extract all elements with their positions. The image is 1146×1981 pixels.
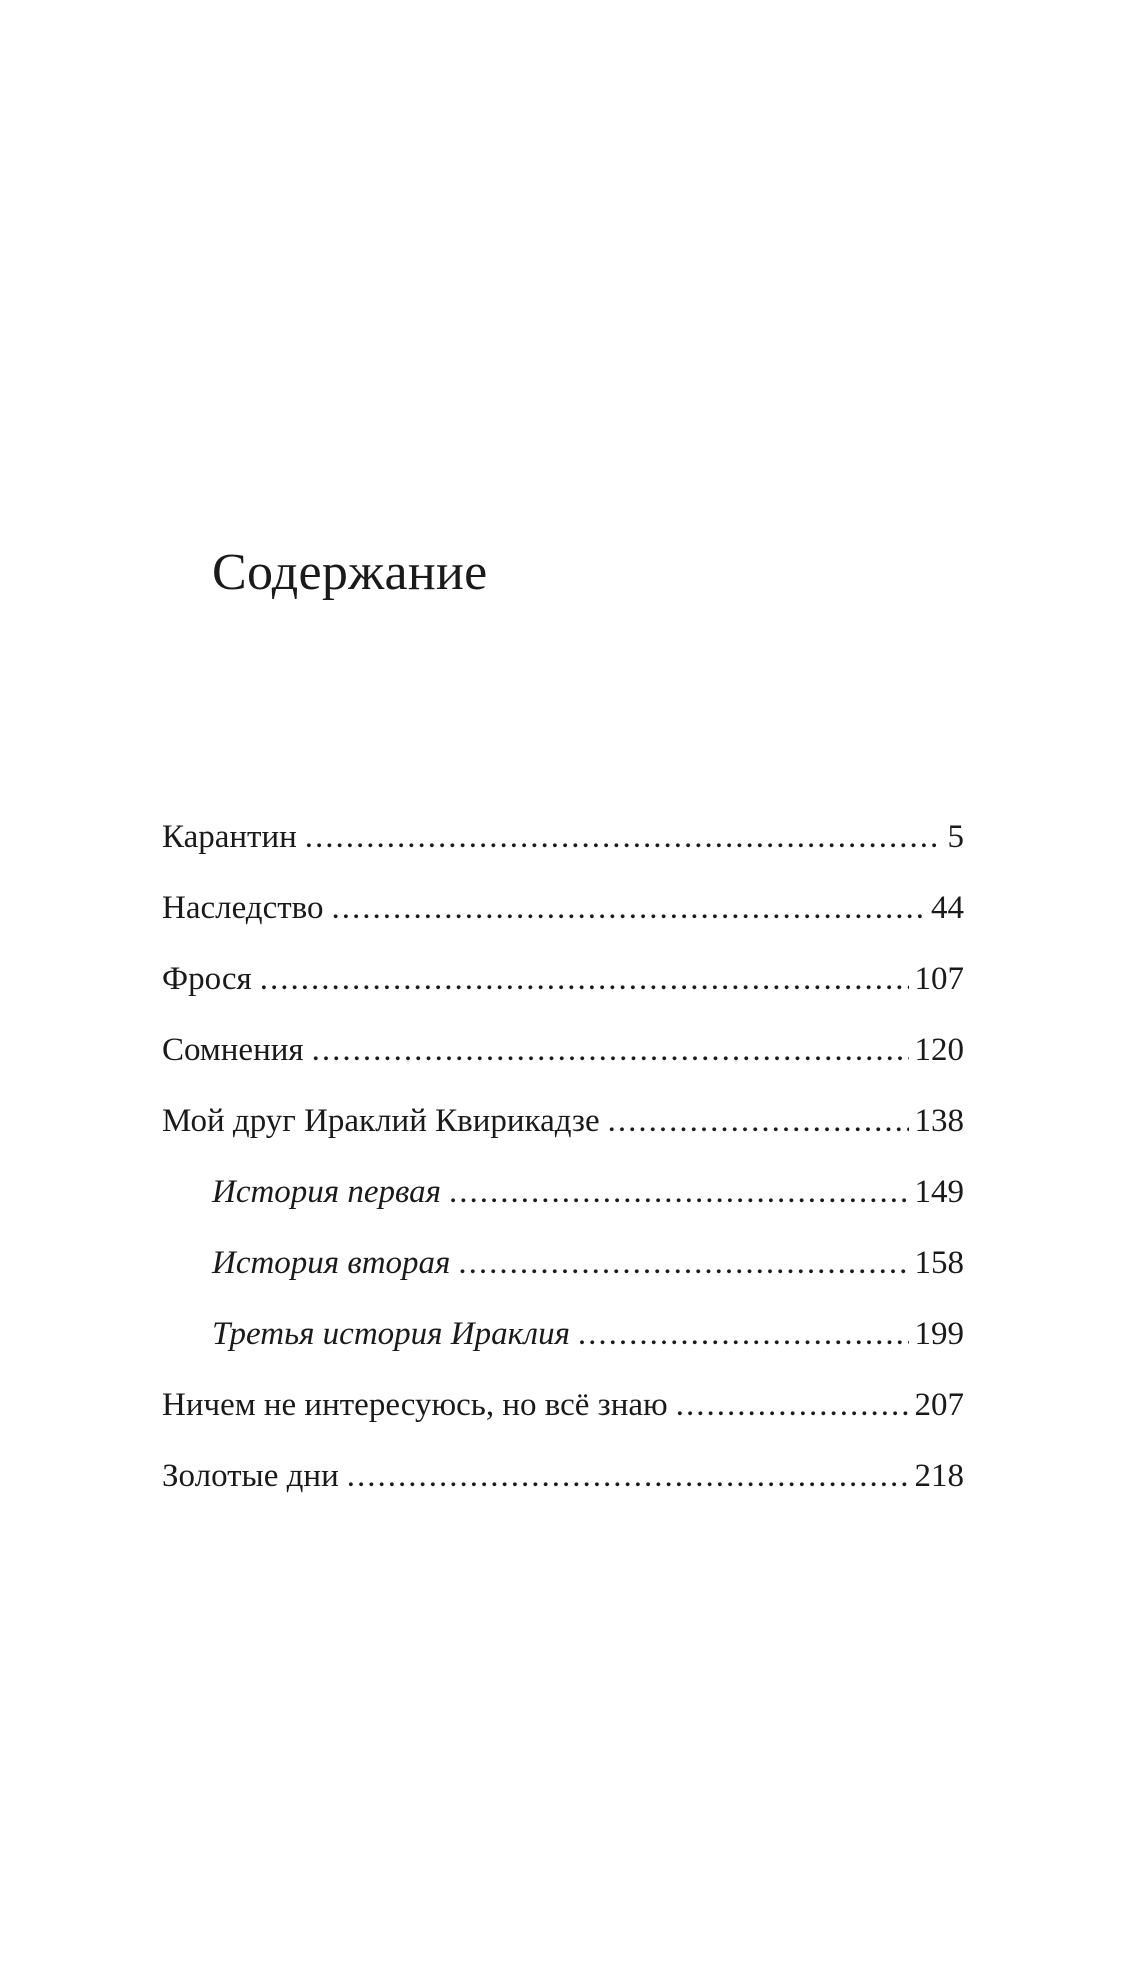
toc-entry[interactable] <box>162 1025 964 1096</box>
dot-leader <box>449 1167 909 1217</box>
toc-subentry[interactable] <box>162 1309 964 1380</box>
toc-entry-label: Фрося <box>162 961 252 997</box>
dot-leader <box>312 1025 909 1075</box>
toc-entry-page: 138 <box>914 1103 964 1139</box>
toc-entry-page: 199 <box>914 1316 964 1352</box>
dot-leader <box>305 812 942 862</box>
toc-entry[interactable] <box>162 1451 964 1522</box>
toc-list <box>162 812 964 1522</box>
toc-entry-label: История вторая <box>212 1245 451 1281</box>
toc-entry-label: Третья история Ираклия <box>212 1316 570 1352</box>
dot-leader <box>260 954 909 1004</box>
dot-leader <box>608 1096 909 1146</box>
toc-entry-page: 207 <box>914 1387 964 1423</box>
toc-entry-page: 158 <box>914 1245 964 1281</box>
toc-entry[interactable] <box>162 954 964 1025</box>
toc-entry-page: 149 <box>914 1174 964 1210</box>
toc-entry-label: Сомнения <box>162 1032 304 1068</box>
toc-entry-label: Золотые дни <box>162 1458 339 1494</box>
toc-entry-label: История первая <box>212 1174 441 1210</box>
dot-leader <box>578 1309 909 1359</box>
toc-entry[interactable] <box>162 883 964 954</box>
toc-entry-label: Карантин <box>162 819 297 855</box>
toc-title: Содержание <box>212 544 488 601</box>
dot-leader <box>347 1451 909 1501</box>
toc-entry-page: 120 <box>914 1032 964 1068</box>
toc-entry[interactable] <box>162 1380 964 1451</box>
toc-entry-page: 218 <box>914 1458 964 1494</box>
toc-entry-label: Ничем не интересуюсь, но всё знаю <box>162 1387 668 1423</box>
toc-subentry[interactable] <box>162 1167 964 1238</box>
toc-entry-page: 107 <box>914 961 964 997</box>
dot-leader <box>458 1238 908 1288</box>
dot-leader <box>332 883 925 933</box>
toc-entry[interactable] <box>162 1096 964 1167</box>
toc-entry-label: Мой друг Ираклий Квирикадзе <box>162 1103 600 1139</box>
dot-leader <box>676 1380 909 1430</box>
toc-entry-page: 44 <box>931 890 964 926</box>
toc-entry[interactable] <box>162 812 964 883</box>
toc-entry-label: Наследство <box>162 890 324 926</box>
toc-subentry[interactable] <box>162 1238 964 1309</box>
toc-entry-page: 5 <box>947 819 964 855</box>
